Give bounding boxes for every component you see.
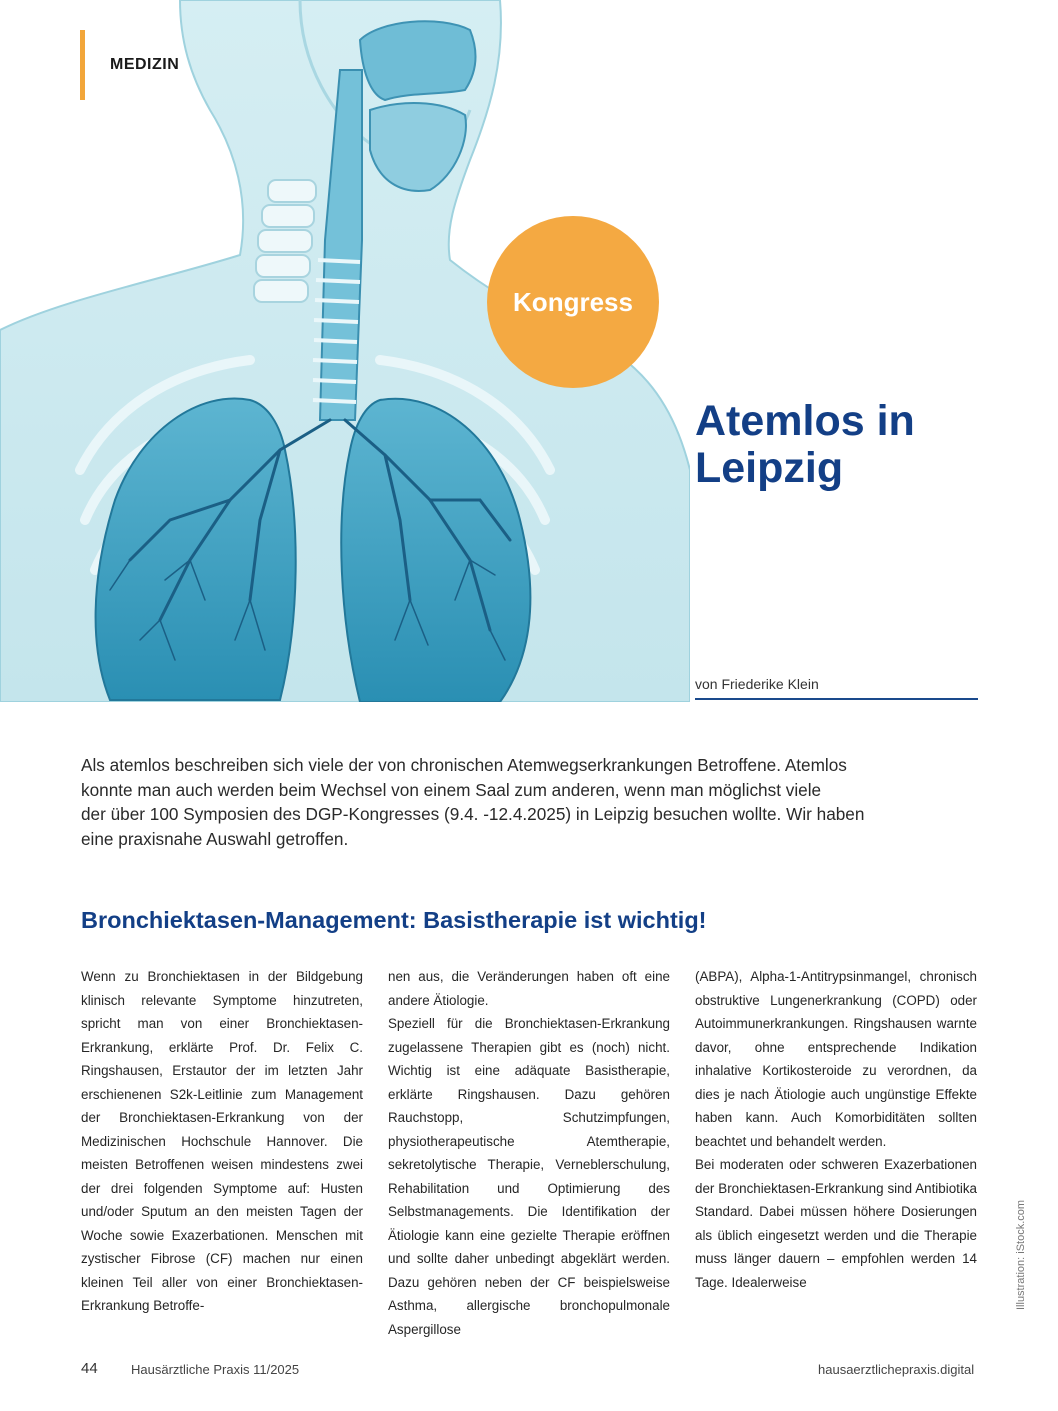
website-link[interactable]: hausaerztlichepraxis.digital [818, 1362, 975, 1377]
lead-paragraph [81, 753, 961, 851]
body-column-2 [388, 965, 670, 1341]
article-title [695, 398, 1015, 492]
lead-line: konnte man auch werden beim Wechsel von einem Saal zum anderen, wenn man möglichst viele [81, 779, 822, 800]
page-number: 44 [81, 1360, 98, 1377]
section-subheading: Bronchiektasen-Management: Basistherapie ist wichtig! [81, 907, 707, 933]
section-accent-bar [80, 30, 85, 100]
body-paragraph: Speziell für die Bronchiektasen-Erkrankung zugelassene Therapien gibt es (noch) nicht. Wichtig ist eine adäquate Basistherapie, erklärte Ringshausen. Dazu gehören Rauchstopp, Schutzimpfungen, physiotherapeutische Atemtherapie, sekretolytische Therapie, Verneblerschulung, Rehabilitation und Optimierung des Selbstmanagements. Die Identifikation der Ätiologie kann eine gezielte Therapie eröffnen und sollte daher unbedingt abgeklärt werden. Dazu gehören neben der CF beispielsweise Asthma, allergische bronchopulmonale Aspergillose [388, 1016, 670, 1337]
journal-name: Hausärztliche Praxis 11/2025 [131, 1362, 300, 1377]
article-title-line-1: Atemlos in [695, 397, 915, 445]
body-paragraph: Bei moderaten oder schweren Exazerbationen der Bronchiektasen-Erkrankung sind Antibiotika Standard. Dabei müssen höhere Dosierungen als üblich eingesetzt werden und die Therapie muss länger dauern – empfohlen werden 14 Tage. Idealerweise [695, 1157, 977, 1290]
section-label: MEDIZIN [110, 56, 180, 73]
body-column-1 [81, 965, 363, 1318]
article-title-line-2: Leipzig [695, 444, 844, 492]
kongress-badge [487, 216, 659, 388]
lead-line: eine praxisnahe Auswahl getroffen. [81, 828, 349, 849]
body-paragraph: (ABPA), Alpha-1-Antitrypsinmangel, chronisch obstruktive Lungenerkrankung (COPD) oder Autoimmunerkrankungen. Ringshausen warnte davor, ohne entsprechende Indikation inhalative Kortikosteroide zu verordnen, da dies je nach Ätiologie auch ungünstige Effekte haben kann. Auch Komorbiditäten sollten beachtet und behandelt werden. [695, 969, 977, 1149]
lead-line: Als atemlos beschreiben sich viele der von chronischen Atemwegserkrankungen Betroffene. Atemlos [81, 755, 847, 775]
kongress-badge-label: Kongress [513, 286, 633, 317]
body-paragraph: Wenn zu Bronchiektasen in der Bildgebung klinisch relevante Symptome hinzutreten, spricht man von einer Bronchiektasen-Erkrankung, erklärte Prof. Dr. Felix C. Ringshausen, Erstautor der im letzten Jahr erschienenen S2k-Leitlinie zum Management der Bronchiektasen-Erkrankung von der Medizinischen Hochschule Hannover. Die meisten Betroffenen weisen mindestens zwei der drei folgenden Symptome auf: Husten und/oder Sputum an den meisten Tagen der Woche sowie Exazerbationen. Menschen mit zystischer Fibrose (CF) machen nur einen kleinen Teil aller von einer Bronchiektasen-Erkrankung Betroffe- [81, 969, 363, 1313]
author-byline: von Friederike Klein [695, 676, 978, 700]
image-credit: Illustration: iStock.com [1015, 1199, 1027, 1310]
body-paragraph: nen aus, die Veränderungen haben oft eine andere Ätiologie. [388, 969, 670, 1008]
body-column-3 [695, 965, 977, 1294]
lead-line: der über 100 Symposien des DGP-Kongresses (9.4. -12.4.2025) in Leipzig besuchen wollte. Wir haben [81, 804, 865, 825]
